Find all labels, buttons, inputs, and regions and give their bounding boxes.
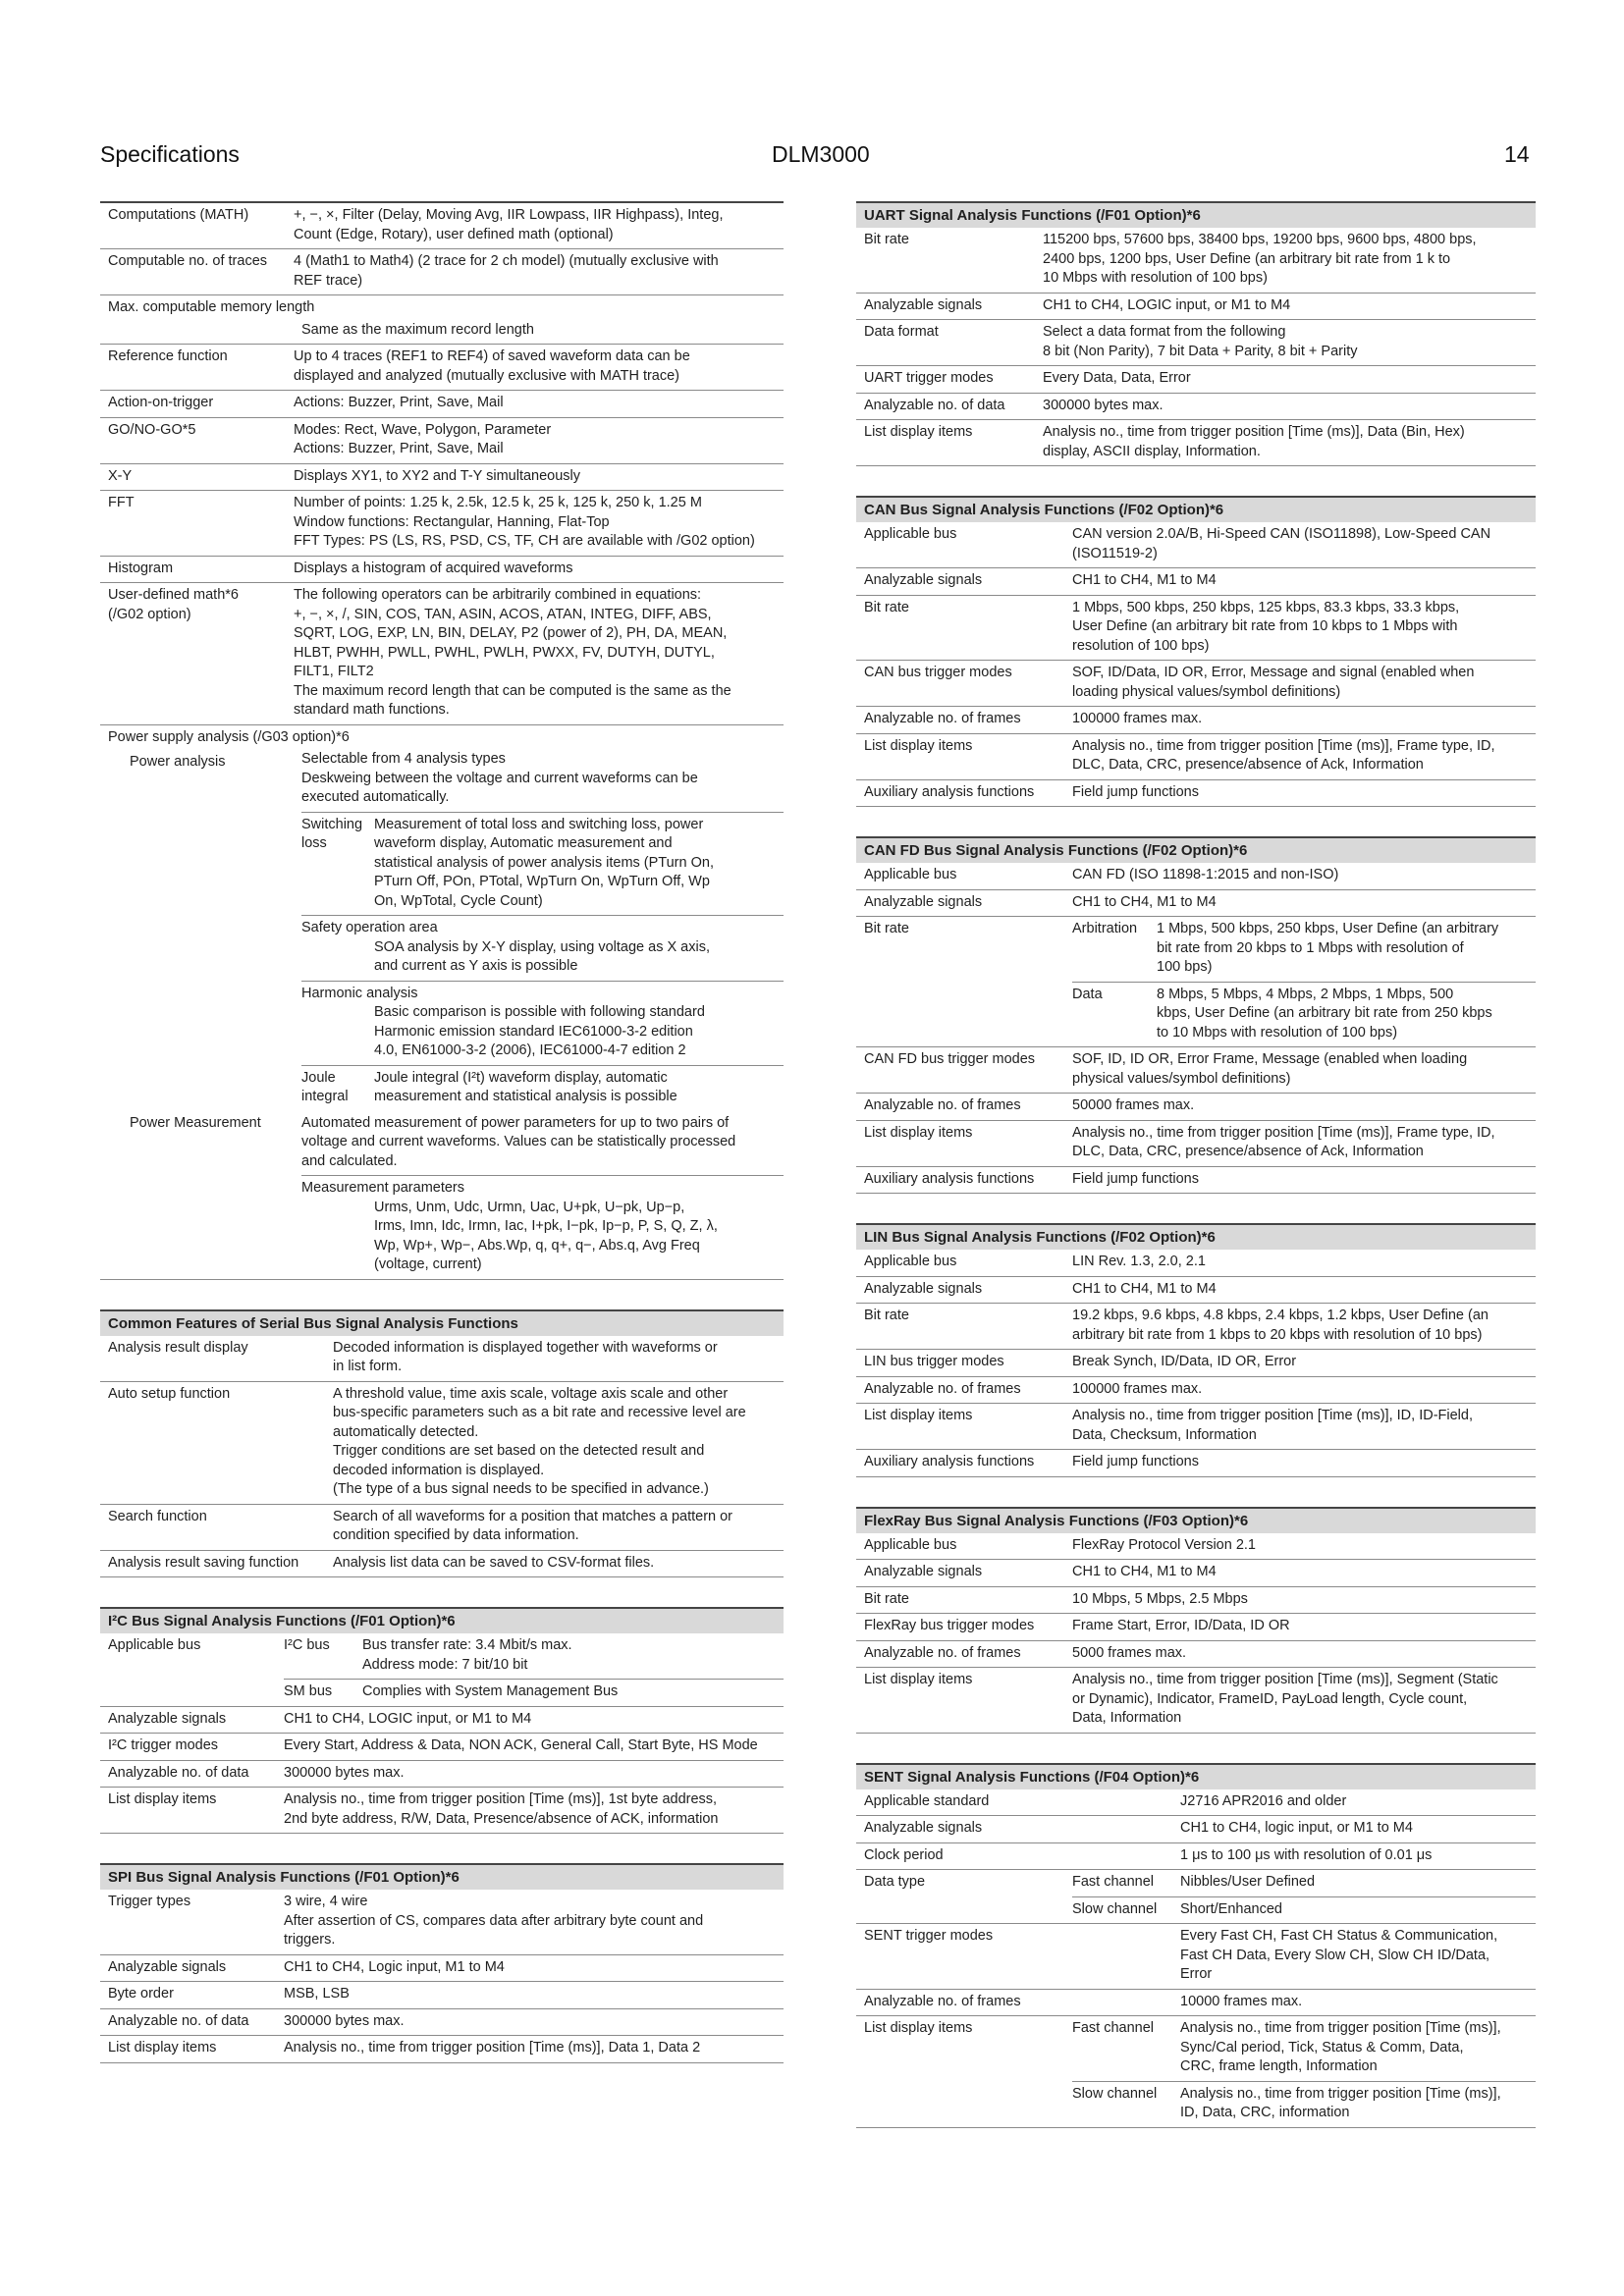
- spec-key: Analyzable no. of frames: [864, 711, 1021, 726]
- spec-row: [100, 295, 784, 345]
- spec-value: 1 Mbps, 500 kbps, 250 kbps, 125 kbps, 83.3 kbps, 33.3 kbps, User Define (an arbitrary bit rate from 10 kbps to 1 Mbps with resolution of 100 bps): [1072, 599, 1460, 654]
- spec-value: 300000 bytes max.: [284, 1764, 405, 1781]
- spec-subkey: Power Measurement: [130, 1114, 261, 1131]
- spec-key: GO/NO-GO*5: [108, 421, 196, 438]
- spec-key: List display items: [864, 2020, 973, 2036]
- spec-value: FlexRay Protocol Version 2.1: [1072, 1536, 1256, 1553]
- spec-row: [100, 1633, 784, 1707]
- spec-key: Bit rate: [864, 921, 909, 936]
- section-title: CAN Bus Signal Analysis Functions (/F02 Option)*6: [856, 496, 1536, 522]
- spec-row: [100, 1551, 784, 1578]
- spec-value: Analysis no., time from trigger position [Time (ms)], ID, ID-Field, Data, Checksum, Information: [1072, 1408, 1473, 1443]
- spec-subkey: Power analysis: [130, 754, 226, 770]
- spec-key: Analyzable signals: [864, 572, 983, 588]
- spec-row: [856, 1587, 1536, 1615]
- spec-key: Trigger types: [108, 1894, 191, 1909]
- spec-row: [856, 1870, 1536, 1924]
- spec-row: [856, 2016, 1536, 2128]
- spec-key: User-defined math*6 (/G02 option): [108, 587, 239, 622]
- spec-row: [856, 1250, 1536, 1277]
- spec-key: Clock period: [864, 1846, 944, 1863]
- spec-key: Histogram: [108, 560, 174, 576]
- section-title: CAN FD Bus Signal Analysis Functions (/F02 Option)*6: [856, 836, 1536, 863]
- spec-row: [856, 596, 1536, 662]
- spec-row: [856, 320, 1536, 366]
- spec-value: Modes: Rect, Wave, Polygon, Parameter Actions: Buzzer, Print, Save, Mail: [294, 421, 552, 456]
- spec-row: [284, 1633, 784, 1680]
- spec-value: MSB, LSB: [284, 1986, 350, 2002]
- spec-row: [856, 734, 1536, 780]
- section-title: SENT Signal Analysis Functions (/F04 Option)*6: [856, 1763, 1536, 1789]
- spec-value: 1 Mbps, 500 kbps, 250 kbps, User Define (an arbitrary bit rate from 20 kbps to 1 Mbps with resolution of 100 bps): [1157, 921, 1499, 975]
- spec-row: [856, 1990, 1536, 2017]
- spec-value: Selectable from 4 analysis types Deskweing between the voltage and current waveforms can be executed automatically.: [301, 751, 698, 805]
- power-analysis-block: [100, 725, 784, 1280]
- spec-key: I²C trigger modes: [108, 1737, 219, 1753]
- spec-row: [856, 1533, 1536, 1561]
- spec-key: List display items: [864, 737, 973, 754]
- spec-subkey: Fast channel: [1072, 1874, 1155, 1890]
- spec-key: UART trigger modes: [864, 370, 994, 386]
- spec-row: [100, 345, 784, 391]
- spec-value: CH1 to CH4, Logic input, M1 to M4: [284, 1958, 505, 1975]
- spec-key: Analyzable no. of frames: [864, 1993, 1021, 2009]
- spec-row: [856, 228, 1536, 294]
- spec-row: [100, 1734, 784, 1761]
- spec-value: CH1 to CH4, M1 to M4: [1072, 572, 1217, 588]
- spec-key: List display items: [864, 1124, 973, 1141]
- spec-value: Complies with System Management Bus: [362, 1683, 619, 1699]
- spec-row: [856, 707, 1536, 734]
- spec-row: [100, 1505, 784, 1551]
- spec-row: [856, 1277, 1536, 1305]
- spec-value: CH1 to CH4, M1 to M4: [1072, 1564, 1217, 1579]
- spec-key: Analyzable no. of frames: [864, 1380, 1021, 1397]
- spec-value: 8 Mbps, 5 Mbps, 4 Mbps, 2 Mbps, 1 Mbps, 500 kbps, User Define (an arbitrary bit rate from 250 kbps to 10 Mbps with resolution of 100 bps): [1157, 986, 1492, 1041]
- spec-key: X-Y: [108, 467, 133, 484]
- spec-row: [301, 750, 784, 813]
- spec-key: SENT trigger modes: [864, 1928, 994, 1944]
- spec-value: 115200 bps, 57600 bps, 38400 bps, 19200 bps, 9600 bps, 4800 bps, 2400 bps, 1200 bps, User Define (an arbitrary bit rate from 1 k to 10 Mbps with resolution of 100 bps): [1043, 232, 1477, 286]
- spec-row: [284, 1680, 784, 1706]
- spec-key: Auxiliary analysis functions: [864, 1454, 1035, 1469]
- spec-value: Analysis no., time from trigger position [Time (ms)], ID, Data, CRC, information: [1180, 2085, 1501, 2120]
- spec-value: 100000 frames max.: [1072, 1380, 1203, 1397]
- spec-row: [856, 890, 1536, 918]
- spec-row: [856, 1560, 1536, 1587]
- spec-row: [301, 813, 784, 917]
- spec-row: [100, 2036, 784, 2063]
- page-number: 14: [1504, 141, 1530, 167]
- spec-row: [100, 1761, 784, 1789]
- spec-row: [100, 557, 784, 584]
- spec-row: [856, 1641, 1536, 1669]
- spec-value: A threshold value, time axis scale, voltage axis scale and other bus-specific parameters such as a bit rate and recessive level are automatically detected. Trigger conditions are set based on the detected result and decoded information is displayed. (The type of a bus signal needs to be specified in advance.): [333, 1385, 746, 1497]
- spec-key: Analyzable no. of data: [108, 2012, 249, 2029]
- spec-value: 5000 frames max.: [1072, 1644, 1187, 1661]
- spec-row: [100, 583, 784, 725]
- spec-key: Analysis result display: [108, 1339, 248, 1356]
- spec-subkey: Fast channel: [1072, 2020, 1155, 2036]
- spec-key: Data type: [864, 1874, 926, 1890]
- spec-key: List display items: [108, 2040, 217, 2056]
- spec-row: [100, 491, 784, 557]
- spec-row: [100, 418, 784, 464]
- spec-key: Analyzable signals: [864, 1820, 983, 1836]
- section-title: SPI Bus Signal Analysis Functions (/F01 Option)*6: [100, 1863, 784, 1890]
- spec-key: Applicable bus: [864, 526, 957, 542]
- spec-key: Reference function: [108, 348, 228, 364]
- power-analysis-group: [100, 750, 784, 1111]
- spec-subkey: Arbitration: [1072, 921, 1138, 936]
- spec-value: 300000 bytes max.: [284, 2012, 405, 2029]
- spec-key: Bit rate: [864, 1590, 909, 1607]
- spec-value: Frame Start, Error, ID/Data, ID OR: [1072, 1618, 1290, 1633]
- spec-value: Actions: Buzzer, Print, Save, Mail: [294, 395, 504, 410]
- spec-row: [1072, 2082, 1536, 2127]
- spec-key: CAN FD bus trigger modes: [864, 1051, 1036, 1067]
- spec-value: SOF, ID/Data, ID OR, Error, Message and signal (enabled when loading physical values/symbol definitions): [1072, 665, 1475, 700]
- spec-subkey: Measurement parameters: [301, 1180, 465, 1196]
- spec-key: Search function: [108, 1508, 207, 1524]
- spec-row: [1072, 983, 1536, 1047]
- i2c-section: [100, 1607, 784, 1834]
- spec-key: Power supply analysis (/G03 option)*6: [108, 728, 350, 745]
- spec-row: [856, 1450, 1536, 1477]
- spec-row: [1072, 917, 1536, 983]
- common-serial-section: [100, 1309, 784, 1578]
- spec-key: Analysis result saving function: [108, 1554, 299, 1571]
- spec-subkey: Joule integral: [301, 1069, 349, 1104]
- spec-value: Analysis no., time from trigger position [Time (ms)], Frame type, ID, DLC, Data, CRC, presence/absence of Ack, Information: [1072, 737, 1495, 773]
- spec-key: Analyzable signals: [864, 1280, 983, 1297]
- spec-value: Break Synch, ID/Data, ID OR, Error: [1072, 1354, 1297, 1369]
- spec-row: [100, 1890, 784, 1955]
- spec-value: 10000 frames max.: [1180, 1993, 1303, 2009]
- spec-value: +, −, ×, Filter (Delay, Moving Avg, IIR Lowpass, IIR Highpass), Integ, Count (Edge, Rotary), user defined math (optional): [294, 207, 724, 242]
- spec-key: Analyzable signals: [108, 1958, 227, 1975]
- spec-key: Bit rate: [864, 1308, 909, 1323]
- spec-row: [100, 464, 784, 492]
- spec-key: LIN bus trigger modes: [864, 1354, 1004, 1369]
- spec-key: Auxiliary analysis functions: [864, 783, 1035, 800]
- spec-row: [1072, 1870, 1536, 1897]
- spec-value: 1 μs to 100 μs with resolution of 0.01 μs: [1180, 1846, 1433, 1863]
- spec-row: [100, 1955, 784, 1983]
- spec-row: [856, 1614, 1536, 1641]
- spec-value: The following operators can be arbitrarily combined in equations: +, −, ×, /, SIN, COS, TAN, ASIN, ACOS, ATAN, INTEG, DIFF, ABS, SQRT, LOG, EXP, LN, BIN, DELAY, P2 (power of 2), PH, DA, MEAN, HLBT, PWHH, PWLL, PWHL, PWLH, PWXX, FV, DUTYH, DUTYL, FILT1, FILT2 The maximum record length that can be computed is the same as the standard math functions.: [294, 587, 731, 718]
- spec-value: CAN FD (ISO 11898-1:2015 and non-ISO): [1072, 867, 1339, 882]
- section-title: LIN Bus Signal Analysis Functions (/F02 Option)*6: [856, 1223, 1536, 1250]
- spec-key: Analyzable no. of frames: [864, 1644, 1021, 1661]
- spec-value: Analysis no., time from trigger position [Time (ms)], 1st byte address, 2nd byte address, R/W, Data, Presence/absence of ACK, information: [284, 1791, 719, 1827]
- spec-key: Applicable bus: [864, 1536, 957, 1553]
- spec-value: Urms, Unm, Udc, Urmn, Uac, U+pk, U−pk, Up−p, Irms, Imn, Idc, Irmn, Iac, I+pk, I−pk, Ip−p, P, S, Q, Z, λ, Wp, Wp+, Wp−, Abs.Wp, q, q+, q−, Abs.q, Avg Freq (voltage, current): [374, 1199, 718, 1272]
- spec-subkey: SM bus: [284, 1683, 333, 1699]
- spec-value: Analysis no., time from trigger position [Time (ms)], Frame type, ID, DLC, Data, CRC, presence/absence of Ack, Information: [1072, 1124, 1495, 1159]
- spec-row: [100, 249, 784, 295]
- spec-value: Field jump functions: [1072, 1454, 1199, 1469]
- spec-key: Analyzable signals: [864, 893, 983, 910]
- spec-key: CAN bus trigger modes: [864, 665, 1012, 680]
- spec-key: Max. computable memory length: [108, 299, 315, 315]
- page-section-title: Specifications: [100, 141, 240, 167]
- spec-row: [856, 1094, 1536, 1121]
- spec-key: FlexRay bus trigger modes: [864, 1618, 1035, 1633]
- spec-value: Nibbles/User Defined: [1180, 1874, 1316, 1890]
- spec-subkey: I²C bus: [284, 1637, 330, 1653]
- spec-row: [856, 1167, 1536, 1195]
- spec-row: [856, 780, 1536, 808]
- spec-value: CH1 to CH4, M1 to M4: [1072, 893, 1217, 910]
- spec-row: [301, 1066, 784, 1111]
- spec-subkey: Slow channel: [1072, 1900, 1158, 1917]
- spec-key: List display items: [864, 1672, 973, 1687]
- spec-value: Bus transfer rate: 3.4 Mbit/s max. Address mode: 7 bit/10 bit: [362, 1637, 572, 1673]
- spec-row: [856, 1121, 1536, 1167]
- spec-key: Auxiliary analysis functions: [864, 1170, 1035, 1187]
- section-title: I²C Bus Signal Analysis Functions (/F01 Option)*6: [100, 1607, 784, 1633]
- spec-key: List display items: [864, 1408, 973, 1423]
- spec-key: Bit rate: [864, 232, 909, 247]
- left-column: [100, 201, 784, 2093]
- spec-value: Every Start, Address & Data, NON ACK, General Call, Start Byte, HS Mode: [284, 1737, 758, 1753]
- spec-row: [856, 394, 1536, 421]
- spec-row: [856, 1668, 1536, 1734]
- spec-key: Auto setup function: [108, 1385, 231, 1402]
- spec-value: Every Data, Data, Error: [1043, 370, 1191, 386]
- spec-value: 50000 frames max.: [1072, 1097, 1195, 1113]
- spec-key: Analyzable signals: [864, 296, 983, 313]
- spec-row: [100, 1982, 784, 2009]
- spec-row: [856, 568, 1536, 596]
- spec-key: Analyzable no. of data: [108, 1764, 249, 1781]
- spec-value: Number of points: 1.25 k, 2.5k, 12.5 k, 25 k, 125 k, 250 k, 1.25 M Window functions: Rectangular, Hanning, Flat-Top FFT Types: PS (LS, RS, PSD, CS, TF, CH are available with /G02 option): [294, 495, 755, 549]
- spec-value: Analysis list data can be saved to CSV-format files.: [333, 1554, 655, 1571]
- spec-subkey: Safety operation area: [301, 920, 438, 935]
- lin-section: [856, 1223, 1536, 1477]
- spec-row: [301, 916, 784, 982]
- spec-value: Displays XY1, to XY2 and T-Y simultaneously: [294, 467, 581, 484]
- spec-row: [856, 863, 1536, 890]
- spec-key: List display items: [864, 424, 973, 440]
- spec-row: [856, 294, 1536, 321]
- spec-key: Applicable bus: [108, 1637, 201, 1653]
- spec-row: [856, 1843, 1536, 1871]
- page-model-title: DLM3000: [772, 141, 870, 167]
- spec-value: Measurement of total loss and switching loss, power waveform display, Automatic measurement and statistical analysis of power analysis items (PTurn On, PTurn Off, POn, PTotal, WpTurn On, WpTurn Off, Wp On, WpTotal, Cycle Count): [374, 816, 714, 909]
- spec-row: [856, 1047, 1536, 1094]
- spec-key: Applicable bus: [864, 1254, 957, 1269]
- spec-key: Applicable standard: [864, 1792, 990, 1809]
- spec-row: [301, 982, 784, 1066]
- spec-value: Joule integral (I²t) waveform display, automatic measurement and statistical analysis is possible: [374, 1069, 677, 1104]
- spec-value: Basic comparison is possible with following standard Harmonic emission standard IEC61000-3-2 edition 4.0, EN61000-3-2 (2006), IEC61000-4-7 edition 2: [374, 1004, 705, 1058]
- spec-row: [856, 420, 1536, 466]
- spec-value: 100000 frames max.: [1072, 711, 1203, 726]
- spec-row: [856, 1816, 1536, 1843]
- can-section: [856, 496, 1536, 807]
- spi-section: [100, 1863, 784, 2063]
- spec-value: Short/Enhanced: [1180, 1900, 1282, 1917]
- spec-row: [856, 1304, 1536, 1350]
- spec-row: [856, 661, 1536, 707]
- spec-key: Analyzable no. of data: [864, 397, 1005, 413]
- power-measurement-group: [100, 1111, 784, 1279]
- spec-value: 300000 bytes max.: [1043, 397, 1164, 413]
- spec-row: [856, 1350, 1536, 1377]
- spec-value: 3 wire, 4 wire After assertion of CS, compares data after arbitrary byte count and triggers.: [284, 1894, 704, 1948]
- spec-value: SOA analysis by X-Y display, using voltage as X axis, and current as Y axis is possible: [374, 938, 710, 974]
- spec-key: Data format: [864, 324, 939, 340]
- spec-row: [856, 1404, 1536, 1450]
- spec-value: Field jump functions: [1072, 783, 1199, 800]
- spec-row: [856, 1377, 1536, 1405]
- spec-value: Analysis no., time from trigger position [Time (ms)], Data 1, Data 2: [284, 2040, 701, 2056]
- canfd-section: [856, 836, 1536, 1194]
- right-column: [856, 201, 1536, 2158]
- spec-value: CH1 to CH4, logic input, or M1 to M4: [1180, 1820, 1413, 1836]
- spec-row: [100, 1788, 784, 1834]
- spec-key: Applicable bus: [864, 867, 957, 882]
- spec-value: Displays a histogram of acquired waveforms: [294, 560, 573, 576]
- spec-key: Bit rate: [864, 599, 909, 615]
- spec-row: [301, 1176, 784, 1279]
- spec-value: Analysis no., time from trigger position [Time (ms)], Segment (Static or Dynamic), Indicator, FrameID, PayLoad length, Cycle count, Data, Information: [1072, 1672, 1498, 1726]
- spec-key: FFT: [108, 495, 135, 510]
- spec-value: CH1 to CH4, M1 to M4: [1072, 1280, 1217, 1297]
- sent-section: [856, 1763, 1536, 2128]
- uart-section: [856, 201, 1536, 466]
- spec-row: [856, 1924, 1536, 1990]
- spec-key: Analyzable no. of frames: [864, 1097, 1021, 1113]
- spec-row: [100, 1382, 784, 1505]
- spec-key: List display items: [108, 1791, 217, 1807]
- spec-value: Every Fast CH, Fast CH Status & Communication, Fast CH Data, Every Slow CH, Slow CH ID/Data, Error: [1180, 1928, 1498, 1982]
- spec-row: [856, 522, 1536, 568]
- spec-value: CH1 to CH4, LOGIC input, or M1 to M4: [1043, 296, 1291, 313]
- spec-row: [856, 917, 1536, 1047]
- section-title: UART Signal Analysis Functions (/F01 Option)*6: [856, 201, 1536, 228]
- spec-subkey: Slow channel: [1072, 2085, 1158, 2102]
- spec-value: SOF, ID, ID OR, Error Frame, Message (enabled when loading physical values/symbol definitions): [1072, 1051, 1468, 1087]
- spec-value: 19.2 kbps, 9.6 kbps, 4.8 kbps, 2.4 kbps, 1.2 kbps, User Define (an arbitrary bit rate from 1 kbps to 20 kbps with resolution of 10 bps): [1072, 1308, 1489, 1343]
- spec-subkey: Data: [1072, 986, 1103, 1002]
- spec-value: Search of all waveforms for a position that matches a pattern or condition specified by data information.: [333, 1508, 733, 1543]
- spec-value: J2716 APR2016 and older: [1180, 1792, 1347, 1809]
- spec-value: CAN version 2.0A/B, Hi-Speed CAN (ISO11898), Low-Speed CAN (ISO11519-2): [1072, 526, 1491, 561]
- spec-subkey: Switching loss: [301, 816, 363, 851]
- spec-subkey: Harmonic analysis: [301, 985, 418, 1001]
- spec-row: [1072, 1897, 1536, 1924]
- section-title: FlexRay Bus Signal Analysis Functions (/F03 Option)*6: [856, 1507, 1536, 1533]
- spec-row: [856, 366, 1536, 394]
- spec-value: Analysis no., time from trigger position [Time (ms)], Sync/Cal period, Tick, Status & Comm, Data, CRC, frame length, Information: [1180, 2020, 1501, 2074]
- spec-key: Computations (MATH): [108, 207, 249, 223]
- spec-row: [100, 391, 784, 418]
- spec-value: 4 (Math1 to Math4) (2 trace for 2 ch model) (mutually exclusive with REF trace): [294, 253, 719, 289]
- spec-value: Automated measurement of power parameters for up to two pairs of voltage and current waveforms. Values can be statistically processed and calculated.: [301, 1114, 736, 1169]
- spec-key: Byte order: [108, 1986, 174, 2002]
- spec-row: [100, 1336, 784, 1382]
- spec-value: LIN Rev. 1.3, 2.0, 2.1: [1072, 1254, 1206, 1269]
- math-section: [100, 201, 784, 1280]
- section-title: Common Features of Serial Bus Signal Analysis Functions: [100, 1309, 784, 1336]
- spec-value: Field jump functions: [1072, 1170, 1199, 1187]
- spec-value: Same as the maximum record length: [301, 321, 534, 338]
- spec-key: Computable no. of traces: [108, 253, 268, 269]
- spec-value: Select a data format from the following 8 bit (Non Parity), 7 bit Data + Parity, 8 bit + Parity: [1043, 324, 1358, 359]
- spec-key: Analyzable signals: [864, 1564, 983, 1579]
- spec-key: Action-on-trigger: [108, 395, 214, 410]
- spec-value: Decoded information is displayed together with waveforms or in list form.: [333, 1339, 718, 1374]
- spec-value: Up to 4 traces (REF1 to REF4) of saved waveform data can be displayed and analyzed (mutually exclusive with MATH trace): [294, 348, 690, 384]
- spec-row: [100, 2009, 784, 2037]
- spec-row: [856, 1789, 1536, 1817]
- spec-row: [1072, 2016, 1536, 2082]
- spec-value: CH1 to CH4, LOGIC input, or M1 to M4: [284, 1710, 532, 1727]
- spec-row: [301, 1111, 784, 1177]
- flexray-section: [856, 1507, 1536, 1734]
- spec-key: Analyzable signals: [108, 1710, 227, 1727]
- spec-row: [100, 1707, 784, 1735]
- spec-value: 10 Mbps, 5 Mbps, 2.5 Mbps: [1072, 1590, 1248, 1607]
- spec-value: Analysis no., time from trigger position [Time (ms)], Data (Bin, Hex) display, ASCII display, Information.: [1043, 424, 1465, 459]
- spec-row: [100, 201, 784, 249]
